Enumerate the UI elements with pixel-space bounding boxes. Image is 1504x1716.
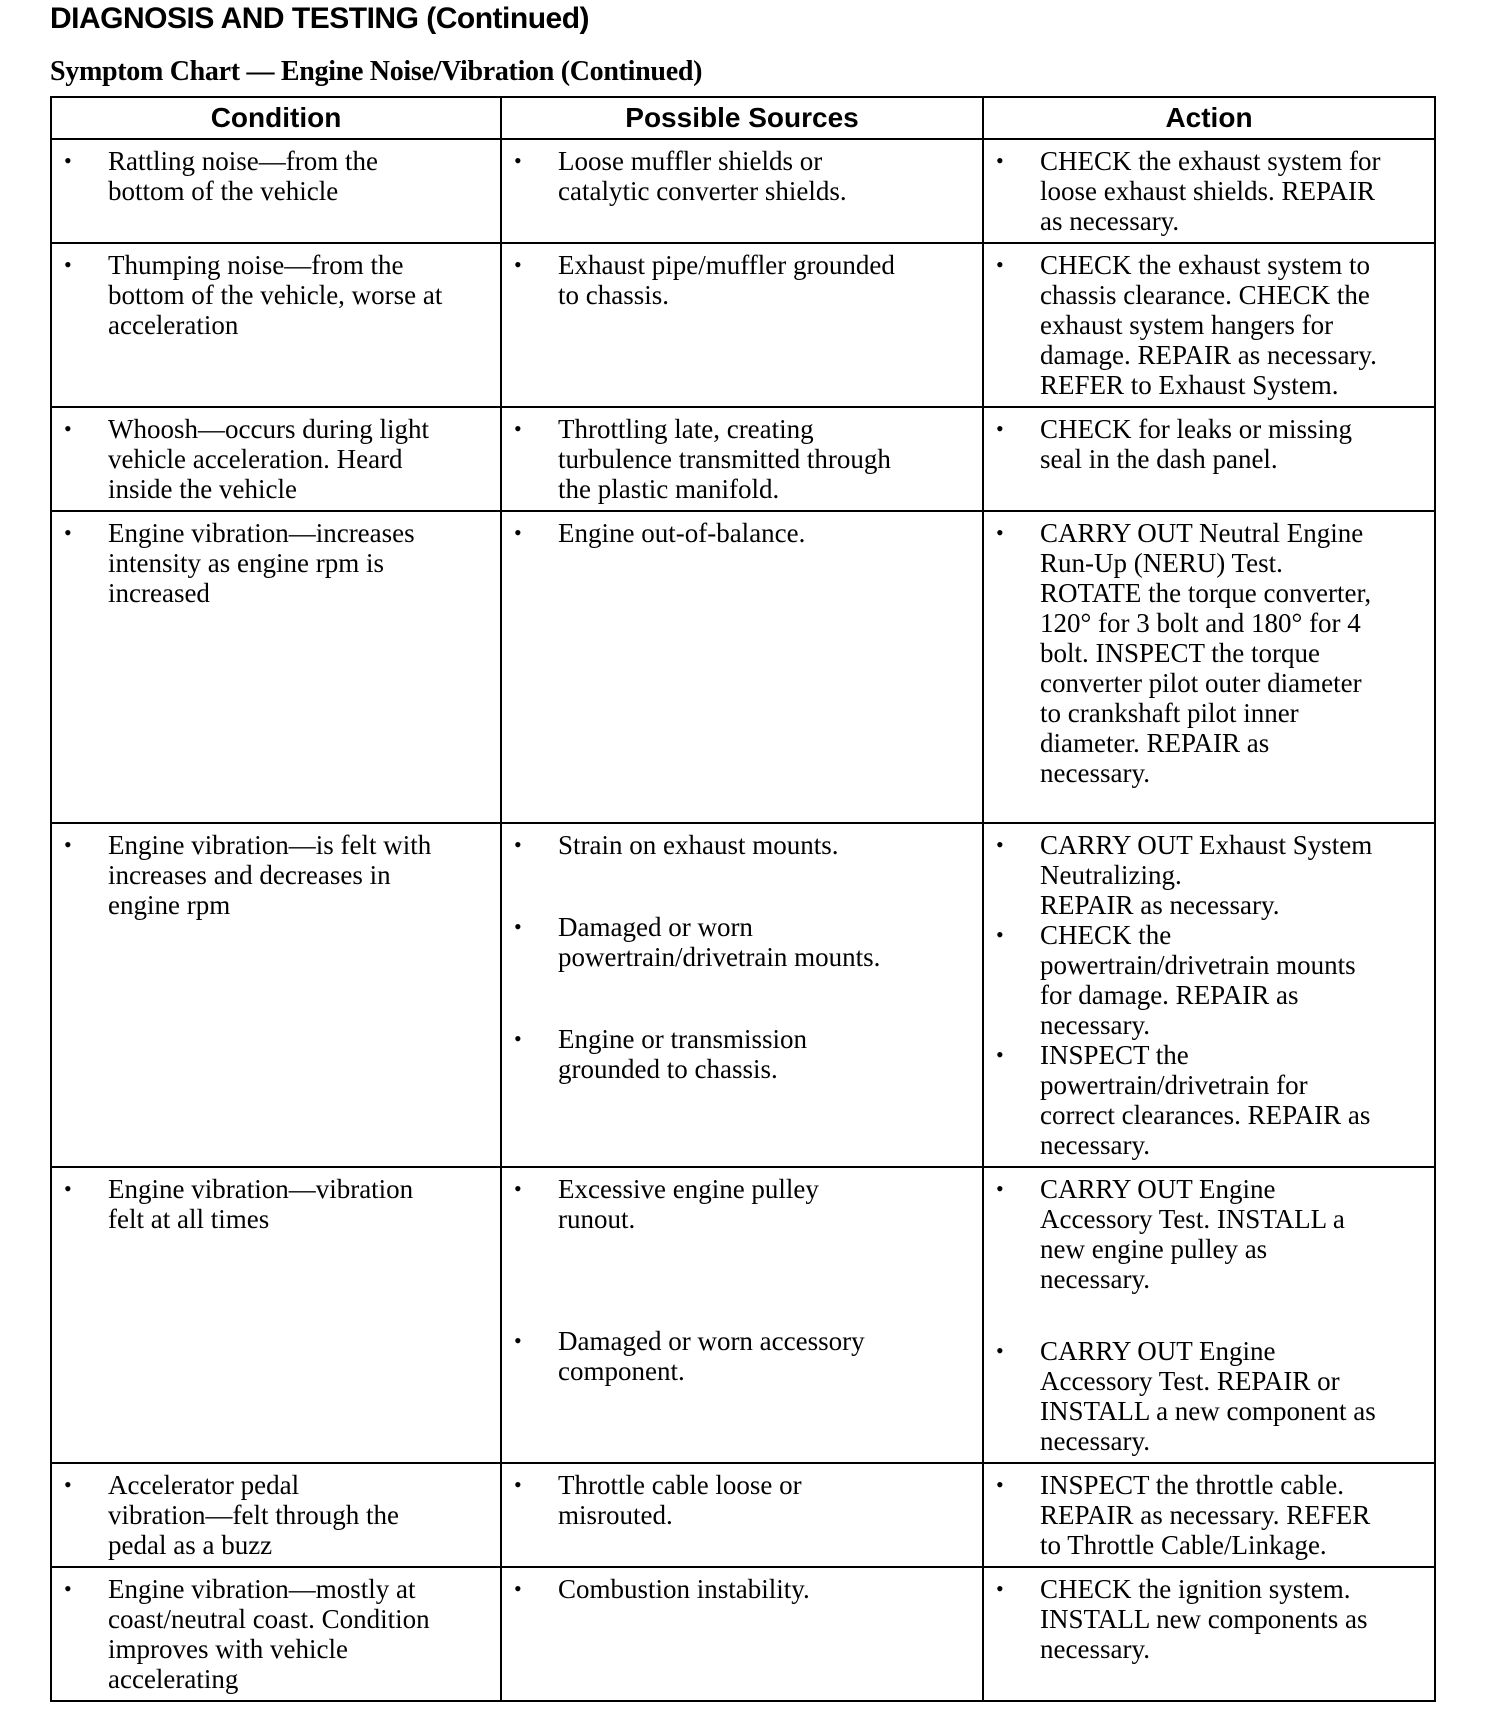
possible-sources-cell — [501, 1463, 983, 1567]
action-cell — [983, 1167, 1435, 1463]
action-entry-text: CARRY OUT Exhaust System Neutralizing. REPAIR as necessary. — [1040, 830, 1373, 920]
possible-sources-cell — [501, 1567, 983, 1701]
source-entry — [512, 830, 972, 860]
action-entry-text: CHECK for leaks or missing seal in the dash panel. — [1040, 414, 1352, 474]
bullet-icon: • — [64, 1472, 72, 1497]
bullet-icon: • — [514, 416, 522, 441]
source-entry — [512, 912, 972, 972]
bullet-icon: • — [996, 922, 1004, 947]
condition-cell — [51, 1167, 501, 1463]
bullet-icon: • — [64, 1576, 72, 1601]
source-entry-text: Damaged or worn accessory component. — [558, 1326, 865, 1386]
source-entry — [512, 1024, 972, 1084]
table-row — [51, 407, 1435, 511]
bullet-icon: • — [514, 148, 522, 173]
bullet-icon: • — [514, 914, 522, 939]
table-row — [51, 1567, 1435, 1701]
action-entry — [994, 1574, 1424, 1664]
condition-cell — [51, 1567, 501, 1701]
action-entry-text: CHECK the exhaust system for loose exhaust shields. REPAIR as necessary. — [1040, 146, 1381, 236]
action-entry-text: CHECK the exhaust system to chassis clearance. CHECK the exhaust system hangers for damage. REPAIR as necessary. REFER to Exhaust System. — [1040, 250, 1377, 400]
bullet-icon: • — [64, 832, 72, 857]
bullet-icon: • — [996, 1176, 1004, 1201]
condition-entry — [62, 1174, 490, 1234]
action-entry — [994, 146, 1424, 236]
action-entry — [994, 1470, 1424, 1560]
action-cell — [983, 823, 1435, 1167]
table-row — [51, 139, 1435, 243]
action-cell — [983, 243, 1435, 407]
possible-sources-cell — [501, 243, 983, 407]
action-entry-text: CHECK the powertrain/drivetrain mounts for damage. REPAIR as necessary. — [1040, 920, 1356, 1040]
table-row — [51, 1463, 1435, 1567]
condition-entry-text: Engine vibration—increases intensity as engine rpm is increased — [108, 518, 415, 608]
source-entry-text: Excessive engine pulley runout. — [558, 1174, 819, 1234]
condition-entry-text: Engine vibration—vibration felt at all times — [108, 1174, 414, 1234]
bullet-icon: • — [514, 520, 522, 545]
action-entry-text: CARRY OUT Engine Accessory Test. REPAIR or INSTALL a new component as necessary. — [1040, 1336, 1376, 1456]
table-row — [51, 1167, 1435, 1463]
bullet-icon: • — [514, 832, 522, 857]
action-entry-text: CHECK the ignition system. INSTALL new components as necessary. — [1040, 1574, 1368, 1664]
action-entry-text: INSPECT the powertrain/drivetrain for correct clearances. REPAIR as necessary. — [1040, 1040, 1371, 1160]
source-entry-text: Loose muffler shields or catalytic converter shields. — [558, 146, 847, 206]
action-entry-text: CARRY OUT Engine Accessory Test. INSTALL a new engine pulley as necessary. — [1040, 1174, 1345, 1294]
condition-cell — [51, 823, 501, 1167]
action-entry — [994, 1040, 1424, 1160]
condition-cell — [51, 139, 501, 243]
action-cell — [983, 1463, 1435, 1567]
condition-cell — [51, 511, 501, 823]
bullet-icon: • — [996, 1472, 1004, 1497]
condition-cell — [51, 243, 501, 407]
condition-cell — [51, 407, 501, 511]
bullet-icon: • — [64, 520, 72, 545]
table-body — [51, 139, 1435, 1701]
bullet-icon: • — [514, 1576, 522, 1601]
possible-sources-cell — [501, 511, 983, 823]
bullet-icon: • — [996, 832, 1004, 857]
condition-entry-text: Rattling noise—from the bottom of the vehicle — [108, 146, 378, 206]
table-row — [51, 243, 1435, 407]
possible-sources-cell — [501, 139, 983, 243]
condition-entry-text: Whoosh—occurs during light vehicle acceleration. Heard inside the vehicle — [108, 414, 429, 504]
condition-entry — [62, 250, 490, 340]
condition-cell — [51, 1463, 501, 1567]
source-entry — [512, 518, 972, 548]
source-entry-text: Exhaust pipe/muffler grounded to chassis. — [558, 250, 895, 310]
bullet-icon: • — [996, 1338, 1004, 1363]
condition-entry — [62, 1574, 490, 1694]
table-row — [51, 511, 1435, 823]
bullet-icon: • — [514, 1328, 522, 1353]
action-entry — [994, 920, 1424, 1040]
bullet-icon: • — [514, 1472, 522, 1497]
action-entry — [994, 1174, 1424, 1294]
action-entry — [994, 250, 1424, 400]
bullet-icon: • — [996, 1576, 1004, 1601]
source-entry — [512, 1470, 972, 1530]
condition-entry-text: Engine vibration—mostly at coast/neutral coast. Condition improves with vehicle accelerating — [108, 1574, 430, 1694]
bullet-icon: • — [64, 1176, 72, 1201]
action-entry — [994, 414, 1424, 474]
bullet-icon: • — [514, 1026, 522, 1051]
bullet-icon: • — [514, 252, 522, 277]
bullet-icon: • — [996, 1042, 1004, 1067]
condition-entry — [62, 518, 490, 608]
action-cell — [983, 139, 1435, 243]
condition-entry — [62, 414, 490, 504]
action-entry — [994, 830, 1424, 920]
source-entry-text: Throttle cable loose or misrouted. — [558, 1470, 802, 1530]
action-cell — [983, 511, 1435, 823]
condition-entry — [62, 146, 490, 206]
bullet-icon: • — [996, 148, 1004, 173]
action-entry — [994, 518, 1424, 788]
symptom-table — [50, 96, 1436, 1702]
source-entry — [512, 250, 972, 310]
page-title: DIAGNOSIS AND TESTING (Continued) — [50, 2, 590, 35]
bullet-icon: • — [64, 252, 72, 277]
condition-entry — [62, 830, 490, 920]
table-header-row — [51, 97, 1435, 139]
bullet-icon: • — [64, 148, 72, 173]
source-entry — [512, 1326, 972, 1386]
bullet-icon: • — [64, 416, 72, 441]
action-cell — [983, 1567, 1435, 1701]
condition-entry-text: Engine vibration—is felt with increases and decreases in engine rpm — [108, 830, 432, 920]
action-entry-text: CARRY OUT Neutral Engine Run-Up (NERU) Test. ROTATE the torque converter, 120° for 3 bolt and 180° for 4 bolt. INSPECT the torque converter pilot outer diameter to crankshaft pilot inner diameter. REPAIR as necessary. — [1040, 518, 1372, 788]
condition-entry — [62, 1470, 490, 1560]
source-entry-text: Strain on exhaust mounts. — [558, 830, 839, 860]
column-header-possible-sources: Possible Sources — [501, 97, 983, 139]
condition-entry-text: Accelerator pedal vibration—felt through the pedal as a buzz — [108, 1470, 399, 1560]
source-entry — [512, 146, 972, 206]
source-entry — [512, 1574, 972, 1604]
possible-sources-cell — [501, 823, 983, 1167]
bullet-icon: • — [996, 416, 1004, 441]
source-entry-text: Damaged or worn powertrain/drivetrain mounts. — [558, 912, 881, 972]
source-entry-text: Throttling late, creating turbulence transmitted through the plastic manifold. — [558, 414, 891, 504]
bullet-icon: • — [996, 520, 1004, 545]
bullet-icon: • — [514, 1176, 522, 1201]
source-entry-text: Engine out-of-balance. — [558, 518, 806, 548]
action-entry-text: INSPECT the throttle cable. REPAIR as necessary. REFER to Throttle Cable/Linkage. — [1040, 1470, 1371, 1560]
action-entry — [994, 1336, 1424, 1456]
column-header-action: Action — [983, 97, 1435, 139]
source-entry — [512, 1174, 972, 1234]
possible-sources-cell — [501, 1167, 983, 1463]
table-row — [51, 823, 1435, 1167]
source-entry — [512, 414, 972, 504]
source-entry-text: Engine or transmission grounded to chassis. — [558, 1024, 807, 1084]
column-header-condition: Condition — [51, 97, 501, 139]
condition-entry-text: Thumping noise—from the bottom of the vehicle, worse at acceleration — [108, 250, 443, 340]
possible-sources-cell — [501, 407, 983, 511]
source-entry-text: Combustion instability. — [558, 1574, 810, 1604]
chart-title: Symptom Chart — Engine Noise/Vibration (Continued) — [50, 56, 703, 87]
action-cell — [983, 407, 1435, 511]
bullet-icon: • — [996, 252, 1004, 277]
